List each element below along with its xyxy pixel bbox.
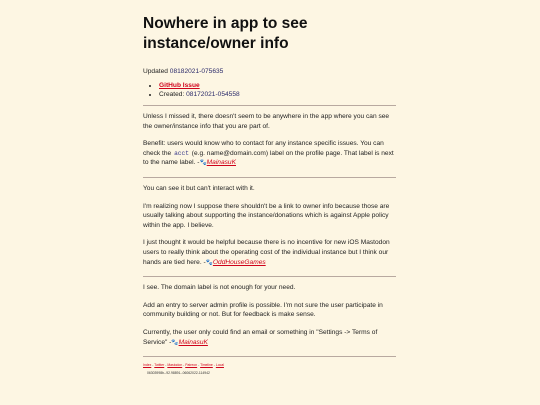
- comment-text: Benefit: users would know who to contact for any instance specific issues. You can check the: [143, 140, 384, 157]
- footer-link-mastodon[interactable]: Mastodon: [167, 363, 183, 368]
- list-item: [159, 81, 396, 90]
- updated-label: Updated: [143, 68, 168, 75]
- comment-paragraph: [143, 139, 396, 169]
- footer-separator: -: [152, 363, 154, 368]
- author-link[interactable]: MainasuK: [178, 338, 208, 346]
- comment-text: Currently, the user only could find an email or something in "Settings -> Terms of Service" -: [143, 328, 378, 346]
- footer-link-twitter[interactable]: Twitter: [154, 363, 165, 368]
- comment: [143, 283, 396, 348]
- divider: [143, 177, 396, 178]
- issue-page: [143, 0, 396, 376]
- divider: [143, 105, 396, 106]
- footer-link-patreon[interactable]: Patreon: [185, 363, 198, 368]
- updated-value: 08182021-075635: [169, 68, 224, 75]
- build-id: 06303998b--92.98891--06062022-114942: [147, 371, 210, 376]
- footer-separator: -: [165, 363, 167, 368]
- paw-icon: 🐾: [205, 259, 213, 266]
- footer-nav: [143, 363, 396, 368]
- comment-paragraph: [143, 328, 396, 348]
- footer-separator: -: [198, 363, 200, 368]
- paw-icon: 🐾: [199, 160, 207, 167]
- footer-link-index[interactable]: Index: [143, 363, 152, 368]
- comment-paragraph: I'm realizing now I suppose there shouldn't be a link to owner info because those are usually talking about supporting the instance/donations which is against Apple policy within the app. I believe.: [143, 202, 390, 229]
- github-issue-link[interactable]: GitHub Issue: [159, 82, 200, 89]
- paw-icon: 🐾: [171, 339, 179, 346]
- footer-link-timeline[interactable]: Timeline: [200, 363, 213, 368]
- created-value: 08172021-054558: [186, 91, 240, 98]
- author-link[interactable]: OddHouseGames: [212, 258, 266, 266]
- comment-paragraph: Add an entry to server admin profile is possible. I'm not sure the user participate in community building or not. But for feedback is make sense.: [143, 301, 383, 319]
- author-link[interactable]: MainasuK: [206, 159, 236, 167]
- comment-paragraph: I see. The domain label is not enough for your need.: [143, 284, 296, 292]
- comment: [143, 112, 396, 169]
- updated-line: [143, 67, 396, 76]
- footer-link-local[interactable]: Local: [215, 363, 224, 368]
- comment-paragraph: Unless I missed it, there doesn't seem to be anywhere in the app where you can see the owner/instance info that you are part of.: [143, 113, 390, 130]
- comment-paragraph: [143, 238, 396, 268]
- comment-text: I just thought it would be helpful because there is no incentive for new iOS Mastodon users to really think about the operating cost of the individual instance but I think our hands are tied here. -: [143, 239, 390, 266]
- list-item: [159, 90, 396, 99]
- issue-info-list: [143, 81, 396, 99]
- footer-separator: -: [183, 363, 185, 368]
- created-label: Created:: [159, 91, 185, 98]
- footer-separator: -: [213, 363, 215, 368]
- acct-code: acct: [174, 149, 189, 157]
- comment: [143, 184, 396, 268]
- comment-paragraph: You can see it but can't interact with it.: [143, 184, 255, 192]
- page-title: Nowhere in app to see instance/owner info: [143, 15, 308, 52]
- divider: [143, 356, 396, 357]
- comment-text: (e.g. name@domain.com) label on the profile page. That label is next to the name label. -: [143, 149, 394, 167]
- divider: [143, 276, 396, 277]
